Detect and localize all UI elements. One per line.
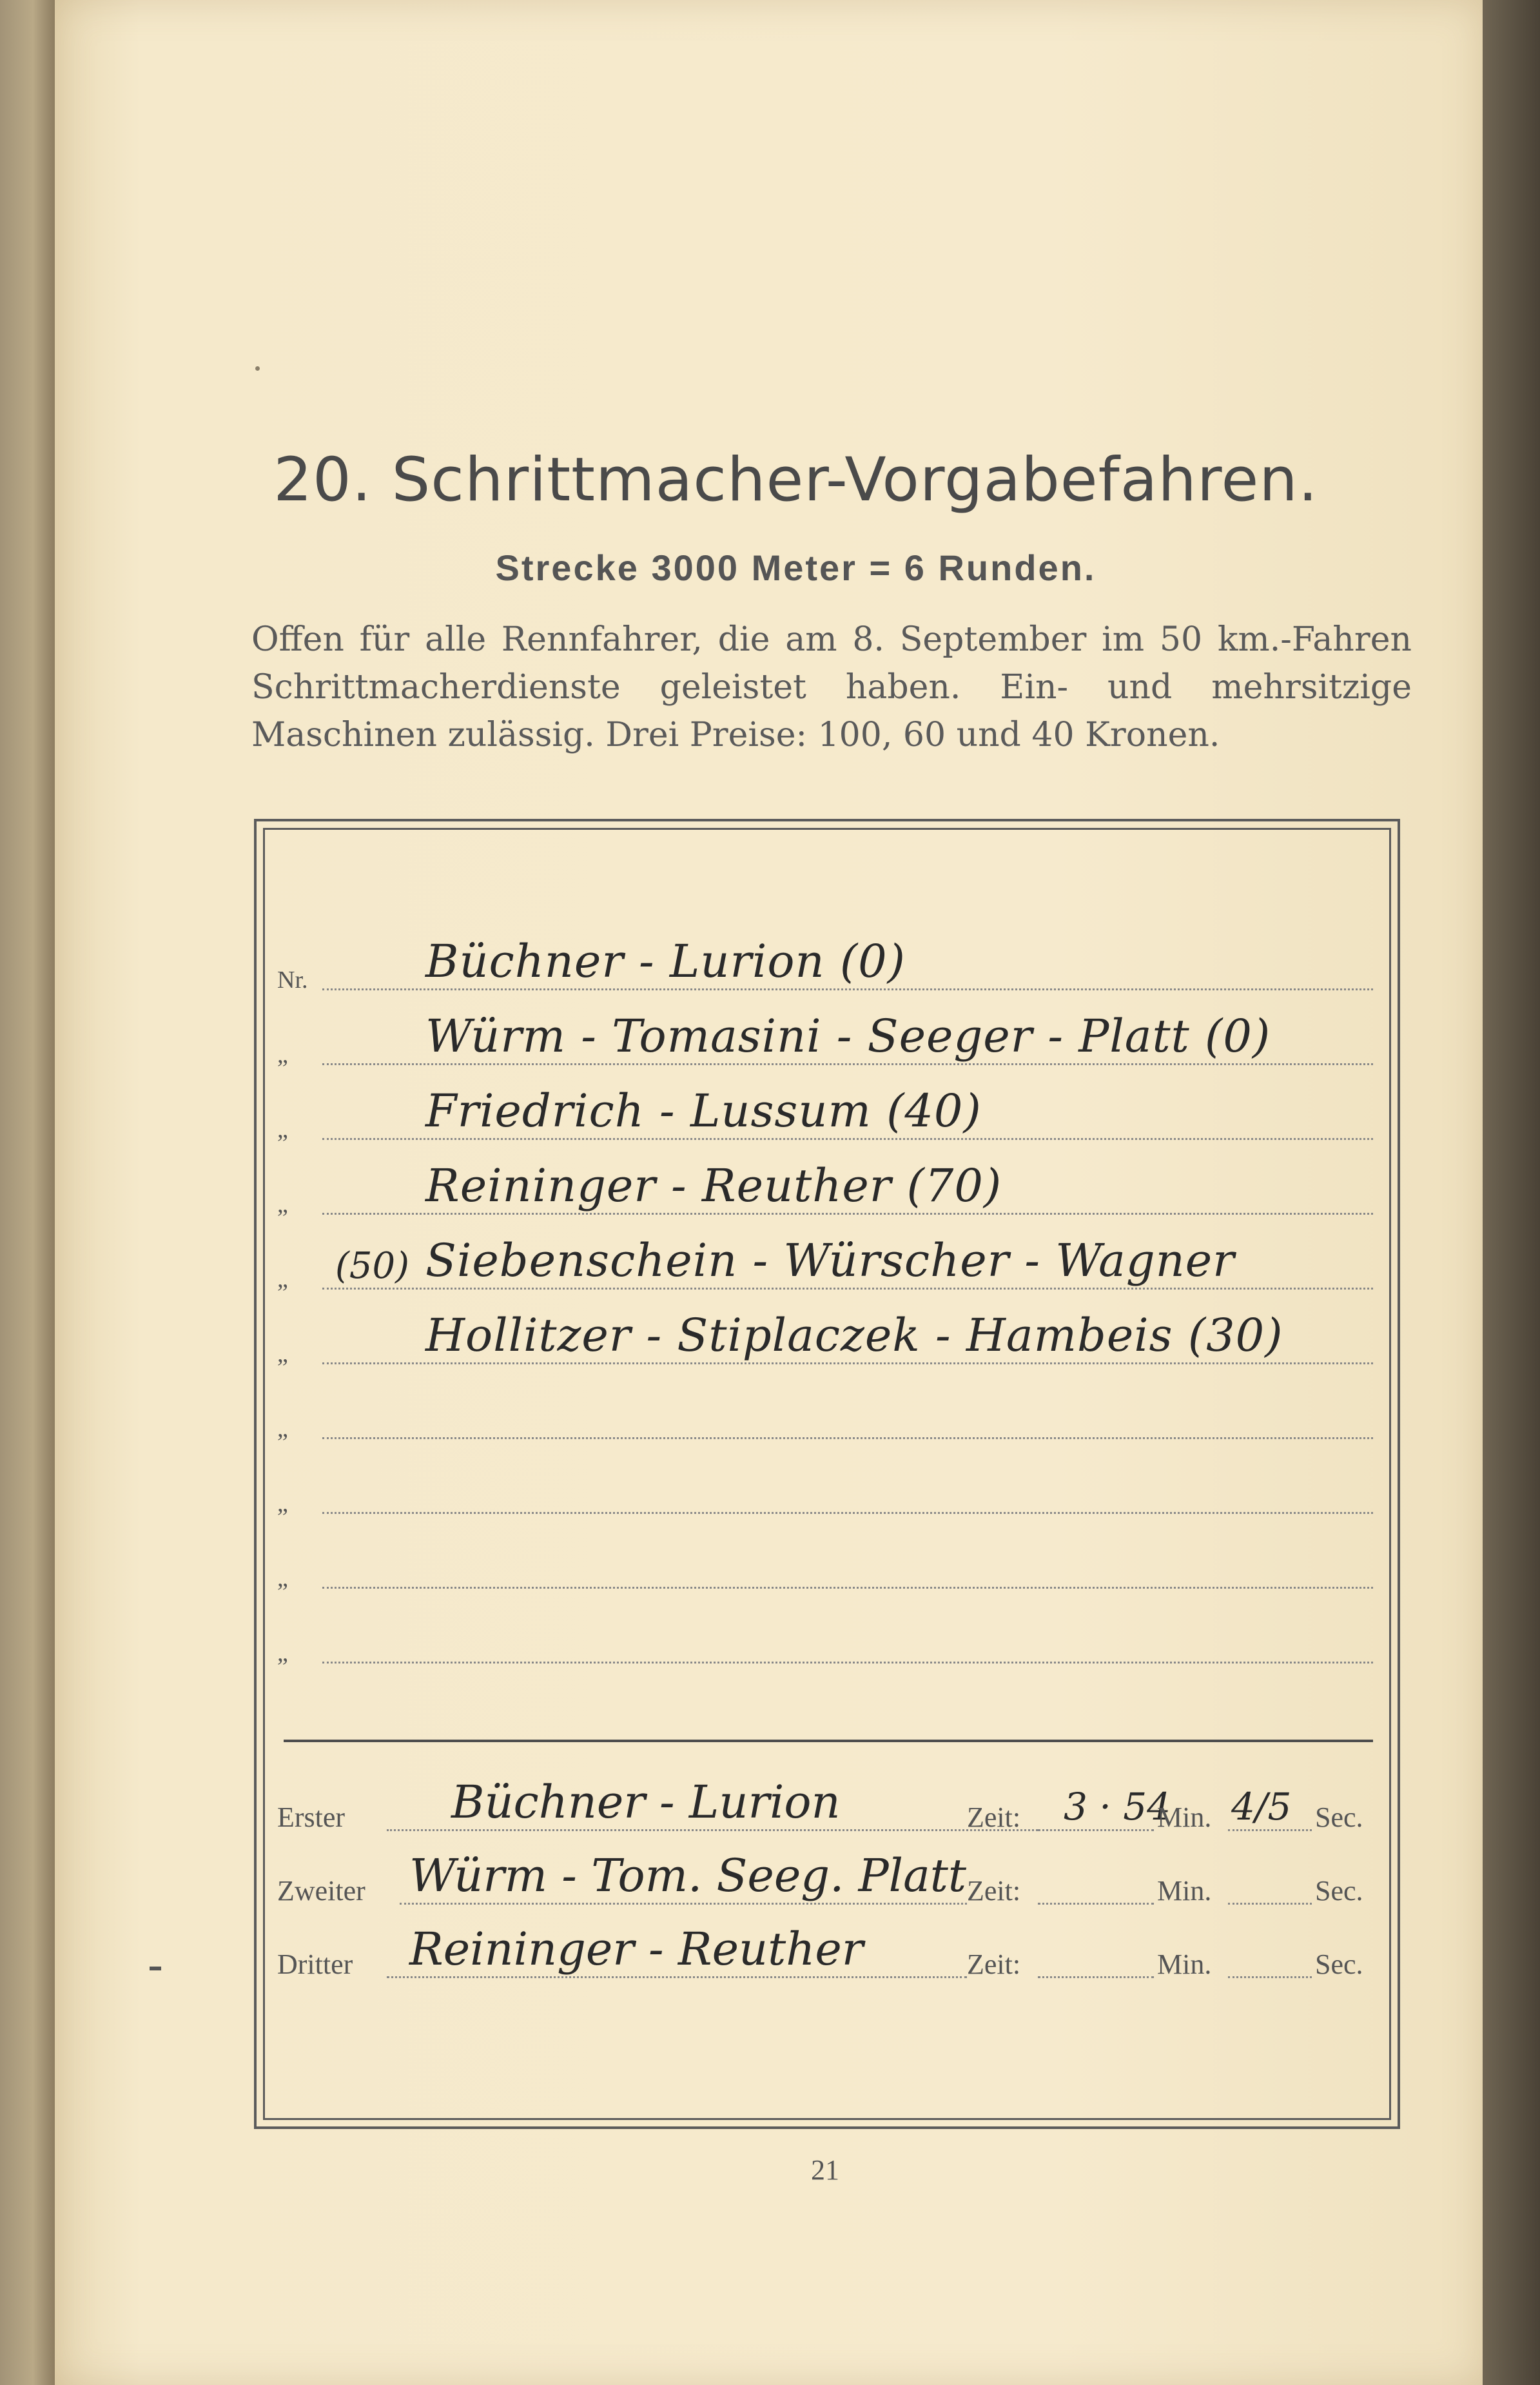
entry-row [277,1225,1373,1301]
result-place-label: Zweiter [277,1875,366,1907]
entry-row [277,1150,1373,1226]
entry-row [277,1300,1373,1376]
result-zeit-label: Zeit: [967,1875,1021,1907]
entry-row [277,926,1373,1002]
entry-handwritten-names: Reininger - Reuther (70) [425,1159,1002,1212]
entry-row-label: „ [277,1490,288,1517]
result-handwritten-names: Reininger - Reuther [409,1923,864,1976]
result-handwritten-names: Würm - Tom. Seeg. Platt [409,1849,967,1902]
dotted-line [1228,1829,1312,1831]
result-seconds-value: 4/5 [1231,1785,1292,1829]
dotted-line [1038,1829,1154,1831]
entry-row-label: „ [277,1116,288,1143]
race-description: Offen für alle Rennfahrer, die am 8. September im 50 km.-Fahren Schrittmacherdienste geleistet haben. Ein- und mehrsitzige Maschinen zulässig. Drei Preise: 100, 60 und 40 Kronen. [251,620,1412,754]
result-row-third [277,1919,1373,1990]
entry-handwritten-names: Würm - Tomasini - Seeger - Platt (0) [425,1010,1271,1063]
margin-mark [150,1967,161,1970]
entry-row [277,1599,1373,1675]
race-distance-subtitle: Strecke 3000 Meter = 6 Runden. [495,547,1097,588]
page-title: 20. Schrittmacher-Vorgabefahren. [273,445,1318,515]
dotted-line [322,1063,1373,1065]
entry-row [277,1001,1373,1077]
entry-row-label: „ [277,1340,288,1368]
book-binding [0,0,55,2385]
entry-prefix: (50) [335,1245,409,1287]
page-edge-shadow [1483,0,1540,2385]
entry-row-label: Nr. [277,967,308,994]
result-place-label: Dritter [277,1948,353,1980]
dotted-line [387,1829,1038,1831]
result-handwritten-names: Büchner - Lurion [451,1776,841,1829]
dotted-line [1038,1903,1154,1905]
result-zeit-label: Zeit: [967,1801,1021,1833]
entry-handwritten-names: Siebenschein - Würscher - Wagner [425,1234,1235,1287]
result-place-label: Erster [277,1801,346,1833]
result-row-second [277,1845,1373,1916]
dotted-line [322,988,1373,990]
result-sec-label: Sec. [1315,1801,1363,1833]
entry-handwritten-names: Hollitzer - Stiplaczek - Hambeis (30) [425,1309,1283,1362]
dotted-line [1228,1976,1312,1978]
entry-row-label: „ [277,1191,288,1218]
result-min-label: Min. [1157,1801,1212,1833]
entry-handwritten-names: Friedrich - Lussum (40) [425,1085,982,1137]
result-row-first [277,1772,1373,1843]
dotted-line [322,1213,1373,1215]
entry-row-label: „ [277,1266,288,1293]
dotted-line [322,1362,1373,1364]
result-zeit-label: Zeit: [967,1948,1021,1980]
entry-row-label: „ [277,1640,288,1667]
entry-row-label: „ [277,1041,288,1068]
page-number: 21 [811,2154,839,2186]
dotted-line [322,1288,1373,1290]
result-sec-label: Sec. [1315,1875,1363,1907]
entry-row-label: „ [277,1415,288,1442]
dotted-line [322,1587,1373,1589]
entry-row [277,1524,1373,1600]
result-min-label: Min. [1157,1875,1212,1907]
dotted-line [322,1512,1373,1514]
dotted-line [1038,1976,1154,1978]
result-minutes-value: 3 · 54 [1064,1785,1171,1829]
entry-row [277,1075,1373,1152]
dotted-line [387,1976,967,1978]
paper-speck [255,366,260,371]
dotted-line [1228,1903,1312,1905]
entry-row-label: „ [277,1565,288,1592]
result-min-label: Min. [1157,1948,1212,1980]
entry-row [277,1375,1373,1451]
dotted-line [400,1903,967,1905]
result-sec-label: Sec. [1315,1948,1363,1980]
entry-handwritten-names: Büchner - Lurion (0) [425,935,906,988]
dotted-line [322,1437,1373,1439]
results-divider [284,1740,1373,1742]
entry-row [277,1449,1373,1526]
dotted-line [322,1662,1373,1664]
dotted-line [322,1138,1373,1140]
